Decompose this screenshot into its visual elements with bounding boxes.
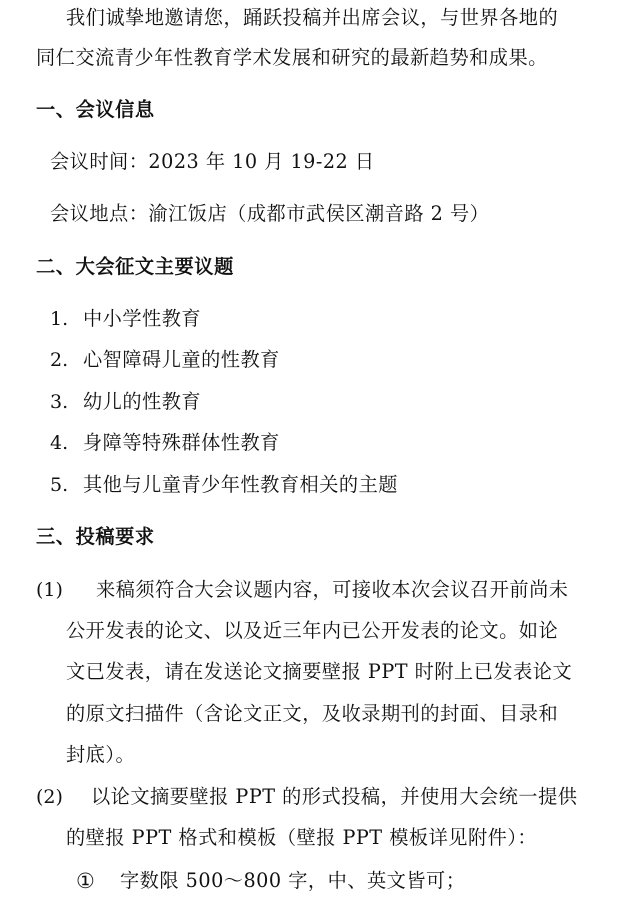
circled-number-1: ① xyxy=(76,869,95,893)
topic-number: 1. xyxy=(50,308,69,330)
requirement-1-line: 公开发表的论文、以及近三年内已公开发表的论文。如论 xyxy=(66,619,559,642)
topic-number: 4. xyxy=(50,432,69,454)
requirement-2-line: 以论文摘要壁报 PPT 的形式投稿，并使用大会统一提供 xyxy=(91,785,578,808)
requirement-1-line: 封底）。 xyxy=(66,743,136,766)
intro-line-2: 同仁交流青少年性教育学术发展和研究的最新趋势和成果。 xyxy=(36,46,548,69)
topic-number: 2. xyxy=(50,349,69,371)
topic-item: 中小学性教育 xyxy=(83,307,202,330)
section-heading-topics: 二、大会征文主要议题 xyxy=(36,255,234,278)
requirement-1-line: 的原文扫描件（含论文正文，及收录期刊的封面、目录和 xyxy=(66,702,559,725)
requirement-number-1: (1) xyxy=(36,579,63,601)
topic-number: 5. xyxy=(50,474,69,496)
requirement-1-line: 来稿须符合大会议题内容，可接收本次会议召开前尚未 xyxy=(96,578,569,601)
requirement-number-2: (2) xyxy=(36,786,63,808)
topic-item: 身障等特殊群体性教育 xyxy=(83,431,280,454)
topic-item: 其他与儿童青少年性教育相关的主题 xyxy=(83,473,398,496)
topic-item: 心智障碍儿童的性教育 xyxy=(83,348,280,371)
meeting-place: 会议地点：渝江饭店（成都市武侯区潮音路 2 号） xyxy=(50,202,490,225)
topic-item: 幼儿的性教育 xyxy=(83,390,202,413)
section-heading-submission: 三、投稿要求 xyxy=(36,525,155,548)
requirement-2-line: 的壁报 PPT 格式和模板（壁报 PPT 模板详见附件）： xyxy=(66,826,538,849)
meeting-time: 会议时间：2023 年 10 月 19-22 日 xyxy=(50,150,375,173)
topic-number: 3. xyxy=(50,391,69,413)
requirement-1-line: 文已发表，请在发送论文摘要壁报 PPT 时附上已发表论文 xyxy=(66,660,573,683)
intro-line-1: 我们诚挚地邀请您，踊跃投稿并出席会议，与世界各地的 xyxy=(66,6,559,29)
section-heading-meeting-info: 一、会议信息 xyxy=(36,98,155,121)
sub-requirement-1: 字数限 500～800 字，中、英文皆可； xyxy=(120,869,466,892)
